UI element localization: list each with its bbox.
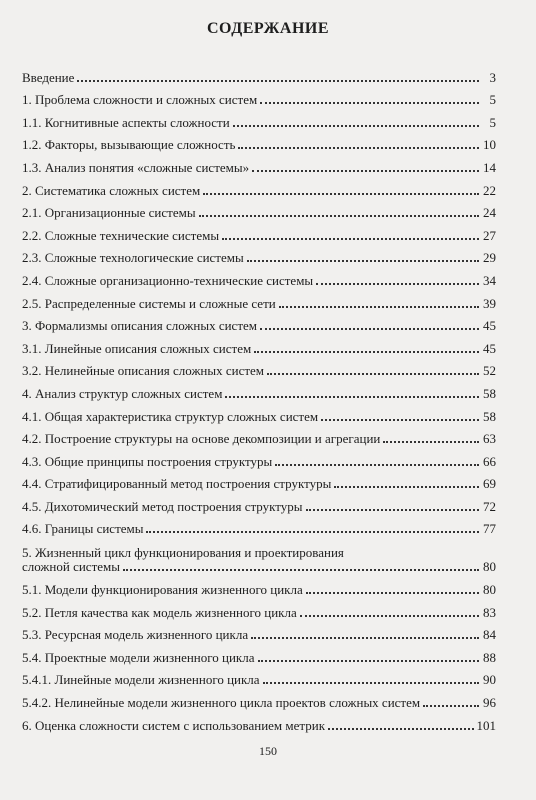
page-number: 150 [259,744,277,758]
dot-leader [225,396,479,398]
toc-entry-page: 80 [483,559,496,575]
dot-leader [306,592,479,594]
toc-entry [22,130,496,153]
toc-entry-page: 5 [489,114,496,130]
table-of-contents [22,62,496,733]
toc-entry-label: 3.2. Нелинейные описания сложных систем [22,363,265,379]
toc-entry [22,424,496,447]
toc-entry-label: 1.2. Факторы, вызывающие сложность [22,137,236,153]
dot-leader [383,441,479,443]
toc-entry [22,491,496,514]
toc-entry-page: 77 [483,521,496,537]
toc-entry-page: 58 [483,408,496,424]
toc-entry-label: 4. Анализ структур сложных систем [22,385,223,401]
toc-entry-page: 39 [483,295,496,311]
toc-entry-page: 88 [483,649,496,665]
dot-leader [321,419,479,421]
toc-entry [22,574,496,597]
toc-entry-page: 72 [483,498,496,514]
dot-leader [254,351,479,353]
toc-entry-page: 90 [483,672,496,688]
toc-entry-label: 4.5. Дихотомический метод построения структуры [22,498,303,514]
toc-entry [22,220,496,243]
dot-leader [123,569,479,571]
toc-entry-page: 101 [476,717,496,733]
toc-entry-label: 5.3. Ресурсная модель жизненного цикла [22,627,249,643]
toc-entry-label: сложной системы [22,559,120,575]
dot-leader [306,509,479,511]
toc-entry-label: 2. Систематика сложных систем [22,182,201,198]
toc-entry-label: 6. Оценка сложности систем с использованием метрик [22,717,326,733]
toc-entry-page: 3 [489,69,496,85]
dot-leader [199,215,479,217]
toc-entry [22,333,496,356]
toc-entry-page: 14 [483,159,496,175]
toc-entry-label: Введение [22,69,75,85]
toc-entry [22,85,496,108]
dot-leader [260,102,479,104]
dot-leader [203,193,479,195]
toc-entry-label: 5.4. Проектные модели жизненного цикла [22,649,255,665]
toc-entry-page: 24 [483,205,496,221]
toc-entry-label: 3.1. Линейные описания сложных систем [22,340,252,356]
toc-entry [22,243,496,266]
toc-entry-label: 4.4. Стратифицированный метод построения структуры [22,476,332,492]
toc-entry-label: 4.2. Построение структуры на основе декомпозиции и агрегации [22,431,381,447]
toc-entry-page: 80 [483,582,496,598]
toc-entry-page: 34 [483,272,496,288]
toc-entry [22,288,496,311]
toc-entry [22,62,496,85]
toc-entry [22,514,496,537]
toc-entry-label: 1.1. Когнитивные аспекты сложности [22,114,230,130]
dot-leader [222,238,479,240]
dot-leader [279,306,479,308]
toc-entry [22,597,496,620]
dot-leader [300,615,479,617]
toc-entry-page: 45 [483,318,496,334]
dot-leader [263,682,479,684]
dot-leader [275,464,479,466]
toc-entry-label: 4.1. Общая характеристика структур сложных систем [22,408,319,424]
toc-entry-page: 22 [483,182,496,198]
dot-leader [267,373,479,375]
toc-entry-page: 58 [483,385,496,401]
toc-entry [22,107,496,130]
dot-leader [423,705,479,707]
toc-entry [22,378,496,401]
dot-leader [238,147,479,149]
toc-entry-label: 5.4.1. Линейные модели жизненного цикла [22,672,260,688]
dot-leader [252,170,479,172]
toc-entry-page: 69 [483,476,496,492]
dot-leader [258,660,480,662]
toc-entry-page: 52 [483,363,496,379]
toc-entry-label: 2.3. Сложные технологические системы [22,250,244,266]
dot-leader [233,125,479,127]
toc-entry [22,642,496,665]
dot-leader [328,728,473,730]
dot-leader [260,328,479,330]
toc-entry [22,401,496,424]
dot-leader [77,80,479,82]
toc-entry-label: 4.6. Границы системы [22,521,144,537]
toc-entry-page: 27 [483,227,496,243]
dot-leader [247,260,479,262]
toc-entry [22,665,496,688]
toc-entry [22,356,496,379]
toc-entry-label: 4.3. Общие принципы построения структуры [22,453,273,469]
toc-entry-label: 2.4. Сложные организационно-технические системы [22,272,314,288]
toc-entry-label: 5.2. Петля качества как модель жизненного цикла [22,604,297,620]
toc-entry-page: 66 [483,453,496,469]
toc-entry-label: 3. Формализмы описания сложных систем [22,318,257,334]
toc-entry-label: 1. Проблема сложности и сложных систем [22,92,258,108]
toc-entry-label: 5.1. Модели функционирования жизненного цикла [22,582,303,598]
toc-entry-label-line1: 5. Жизненный цикл функционирования и проектирования [22,545,344,561]
toc-entry [22,265,496,288]
page-title: СОДЕРЖАНИЕ [206,20,330,37]
toc-entry-label: 2.5. Распределенные системы и сложные сети [22,295,276,311]
dot-leader [334,486,479,488]
toc-entry-page: 84 [483,627,496,643]
toc-entry [22,198,496,221]
toc-entry [22,152,496,175]
toc-entry-page: 63 [483,431,496,447]
toc-entry [22,620,496,643]
dot-leader [316,283,479,285]
toc-entry-label: 5.4.2. Нелинейные модели жизненного цикла проектов сложных систем [22,695,421,711]
dot-leader [146,531,479,533]
toc-entry [22,446,496,469]
toc-entry-page: 10 [483,137,496,153]
dot-leader [251,637,479,639]
toc-entry-page: 5 [489,92,496,108]
toc-entry [22,311,496,334]
toc-entry [22,175,496,198]
toc-entry-label: 2.1. Организационные системы [22,205,196,221]
toc-entry [22,710,496,733]
toc-entry-page: 45 [483,340,496,356]
toc-entry-label: 1.3. Анализ понятия «сложные системы» [22,159,250,175]
toc-entry [22,687,496,710]
toc-entry-page: 96 [483,695,496,711]
toc-entry [22,469,496,492]
toc-entry-label: 2.2. Сложные технические системы [22,227,220,243]
toc-entry-page: 29 [483,250,496,266]
toc-entry-page: 83 [483,604,496,620]
toc-entry [22,536,496,574]
